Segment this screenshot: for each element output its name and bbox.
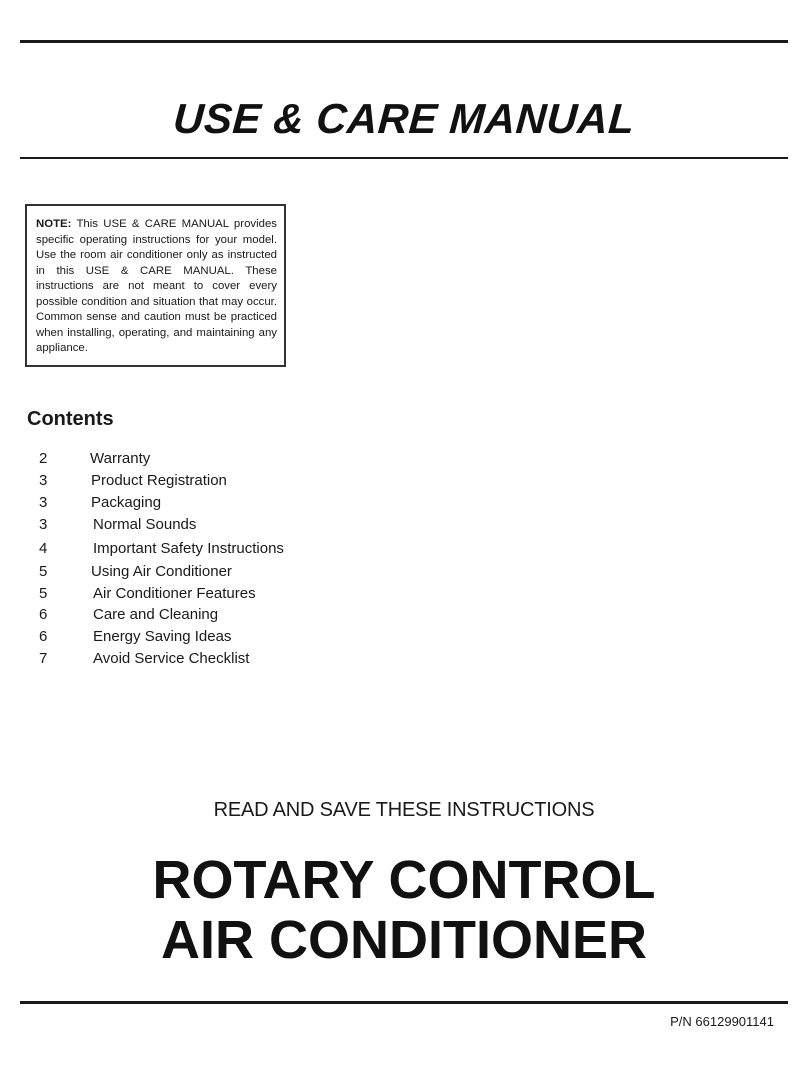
toc-title: Energy Saving Ideas xyxy=(93,628,232,645)
toc-page-number: 5 xyxy=(39,563,48,580)
product-title-line-2: AIR CONDITIONER xyxy=(161,910,647,970)
toc-title: Normal Sounds xyxy=(93,516,197,533)
product-title xyxy=(0,850,808,970)
toc-page-number: 6 xyxy=(39,606,48,623)
toc-title: Product Registration xyxy=(91,472,227,489)
toc-title: Warranty xyxy=(90,450,151,467)
toc-title: Avoid Service Checklist xyxy=(93,650,250,667)
bottom-divider xyxy=(20,1001,788,1004)
title-divider xyxy=(20,157,788,159)
note-label: NOTE: xyxy=(36,218,72,230)
toc-title: Air Conditioner Features xyxy=(93,585,256,602)
toc-title: Packaging xyxy=(91,494,162,511)
read-and-save-notice: READ AND SAVE THESE INSTRUCTIONS xyxy=(213,799,595,821)
toc-page-number: 7 xyxy=(39,650,48,667)
toc-page-number: 2 xyxy=(39,450,48,467)
toc-title: Using Air Conditioner xyxy=(91,563,232,580)
part-number: P/N 66129901141 xyxy=(670,1014,774,1029)
product-title-line-1: ROTARY CONTROL xyxy=(152,850,656,910)
toc-page-number: 3 xyxy=(39,494,48,511)
contents-heading: Contents xyxy=(27,408,114,430)
top-divider xyxy=(20,40,788,43)
toc-page-number: 3 xyxy=(39,472,48,489)
toc-page-number: 5 xyxy=(39,585,48,602)
toc-title: Important Safety Instructions xyxy=(93,540,284,557)
manual-title: USE & CARE MANUAL xyxy=(171,95,637,142)
note-box xyxy=(25,204,286,367)
toc-page-number: 4 xyxy=(39,540,48,557)
toc-page-number: 6 xyxy=(39,628,48,645)
toc-title: Care and Cleaning xyxy=(93,606,219,623)
toc-page-number: 3 xyxy=(39,516,48,533)
note-text: This USE & CARE MANUAL provides specific operating instructions for your model. Use the room air conditioner only as instructed in this USE & CARE MANUAL. These instructions are not meant to cover every possible condition and situation that may occur. Common sense and caution must be practiced when installing, operating, and maintaining any appliance. xyxy=(36,218,277,354)
